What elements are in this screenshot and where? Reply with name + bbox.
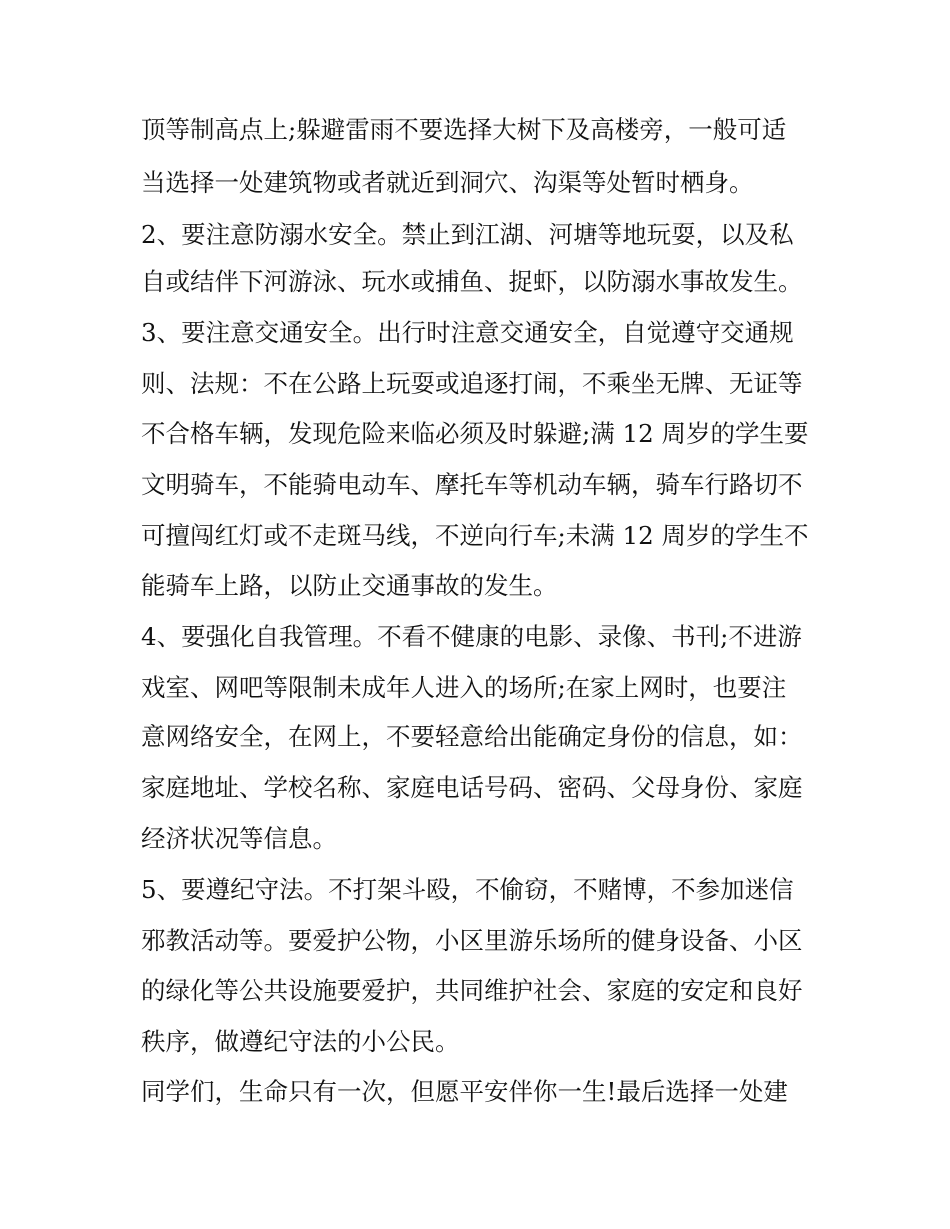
text-line: 文明骑车，不能骑电动车、摩托车等机动车辆，骑车行路切不 — [141, 470, 803, 499]
text-line: 能骑车上路，以防止交通事故的发生。 — [141, 571, 558, 600]
text-line: 5、要遵纪守法。不打架斗殴，不偷窃，不赌博，不参加迷信 — [141, 875, 794, 904]
text-line: 家庭地址、学校名称、家庭电话号码、密码、父母身份、家庭 — [141, 773, 803, 802]
text-line: 则、法规：不在公路上玩耍或追逐打闹，不乘坐无牌、无证等 — [141, 369, 803, 398]
text-line: 戏室、网吧等限制未成年人进入的场所;在家上网时，也要注 — [141, 673, 787, 702]
text-line: 自或结伴下河游泳、玩水或捕鱼、捉虾，以防溺水事故发生。 — [141, 267, 803, 296]
text-line: 3、要注意交通安全。出行时注意交通安全，自觉遵守交通规 — [141, 318, 794, 347]
text-line: 当选择一处建筑物或者就近到洞穴、沟渠等处暂时栖身。 — [141, 168, 754, 197]
text-line: 意网络安全，在网上，不要轻意给出能确定身份的信息，如： — [141, 722, 803, 751]
text-line: 经济状况等信息。 — [141, 824, 337, 853]
text-line: 不合格车辆，发现危险来临必须及时躲避;满 12 周岁的学生要 — [141, 419, 809, 448]
text-line: 2、要注意防溺水安全。禁止到江湖、河塘等地玩耍，以及私 — [141, 220, 794, 249]
text-line: 邪教活动等。要爱护公物，小区里游乐场所的健身设备、小区 — [141, 926, 803, 955]
text-line: 4、要强化自我管理。不看不健康的电影、录像、书刊;不进游 — [141, 622, 802, 651]
text-line: 的绿化等公共设施要爱护，共同维护社会、家庭的安定和良好 — [141, 976, 803, 1005]
text-line: 可擅闯红灯或不走斑马线，不逆向行车;未满 12 周岁的学生不 — [141, 521, 809, 550]
text-line: 同学们，生命只有一次，但愿平安伴你一生!最后选择一处建 — [141, 1077, 788, 1106]
text-line: 秩序，做遵纪守法的小公民。 — [141, 1027, 460, 1056]
text-line: 顶等制高点上;躲避雷雨不要选择大树下及高楼旁，一般可适 — [141, 115, 787, 144]
